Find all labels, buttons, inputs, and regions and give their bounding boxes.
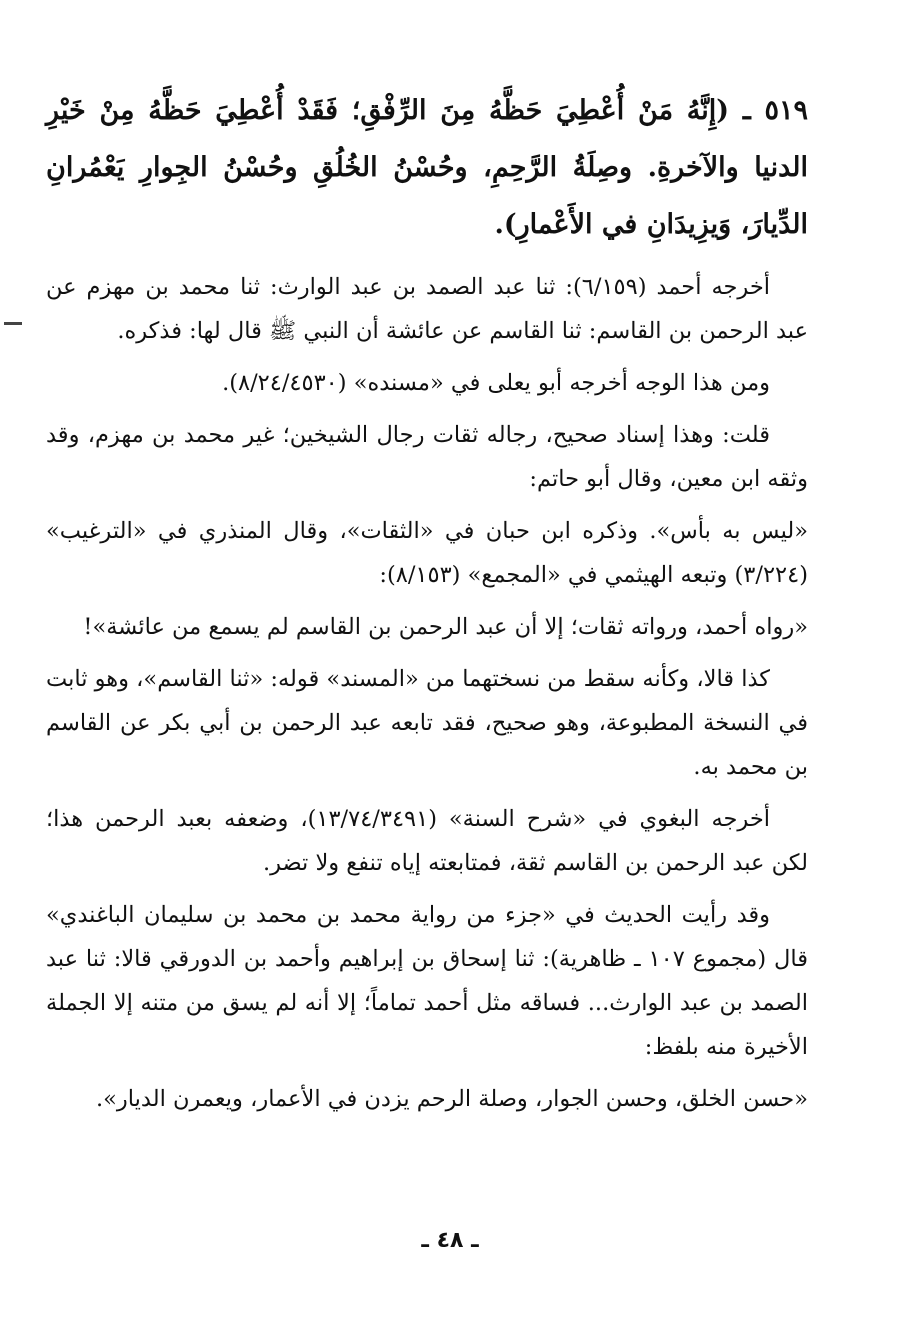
paragraph-abu-yala: ومن هذا الوجه أخرجه أبو يعلى في «مسنده» (٨/٢٤/٤٥٣٠). — [222, 370, 770, 396]
page-body — [46, 82, 808, 1129]
paragraph-quote-mundhiri: «رواه أحمد، ورواته ثقات؛ إلا أن عبد الرحمن بن القاسم لم يسمع من عائشة»! — [83, 614, 808, 640]
paragraph-isnad-ruling: قلت: وهذا إسناد صحيح، رجاله ثقات رجال الشيخين؛ غير محمد بن مهزم، وقد وثقه ابن معين، وقال أبو حاتم: — [46, 422, 808, 492]
paragraph-final-quote: «حسن الخلق، وحسن الجوار، وصلة الرحم يزدن في الأعمار، ويعمرن الديار». — [96, 1086, 808, 1112]
paragraph-baghandi: وقد رأيت الحديث في «جزء من رواية محمد بن محمد بن سليمان الباغندي» قال (مجموع ١٠٧ ـ ظاهرية): ثنا إسحاق بن إبراهيم وأحمد بن الدورقي قالا: ثنا عبد الصمد بن عبد الوارث... فساقه مثل أحمد تماماً؛ إلا أنه لم يسق من متنه إلا الجملة الأخيرة منه بلفظ: — [46, 902, 808, 1060]
paragraph-takhrij-ahmad: أخرجه أحمد (٦/١٥٩): ثنا عبد الصمد بن عبد الوارث: ثنا محمد بن مهزم عن عبد الرحمن بن القاسم: ثنا القاسم عن عائشة أن النبي ﷺ قال لها: فذكره. — [46, 274, 808, 344]
margin-mark — [4, 322, 22, 325]
page-number: ـ ٤٨ ـ — [421, 1228, 479, 1253]
paragraph-baghawi: أخرجه البغوي في «شرح السنة» (١٣/٧٤/٣٤٩١)، وضعفه بعبد الرحمن هذا؛ لكن عبد الرحمن بن القاسم ثقة، فمتابعته إياه تنفع ولا تضر. — [46, 806, 808, 876]
hadith-text: ٥١٩ ـ (إِنَّهُ مَنْ أُعْطِيَ حَظَّهُ مِنَ الرِّفْقِ؛ فَقَدْ أُعْطِيَ حَظَّهُ مِنْ خَيْرِ الدنيا والآخرةِ. وصِلَةُ الرَّحِمِ، وحُسْنُ الخُلُقِ وحُسْنُ الجِوارِ يَعْمُرانِ الدِّيارَ، وَيزِيدَانِ في الأَعْمارِ). — [46, 95, 808, 240]
paragraph-kadha-qala: كذا قالا، وكأنه سقط من نسختهما من «المسند» قوله: «ثنا القاسم»، وهو ثابت في النسخة المطبوعة، وهو صحيح، فقد تابعه عبد الرحمن بن أبي بكر عن القاسم بن محمد به. — [46, 666, 808, 780]
paragraph-laysa-bihi-bas: «ليس به بأس». وذكره ابن حبان في «الثقات»، وقال المنذري في «الترغيب» (٣/٢٢٤) وتبعه الهيثمي في «المجمع» (٨/١٥٣): — [46, 518, 808, 588]
